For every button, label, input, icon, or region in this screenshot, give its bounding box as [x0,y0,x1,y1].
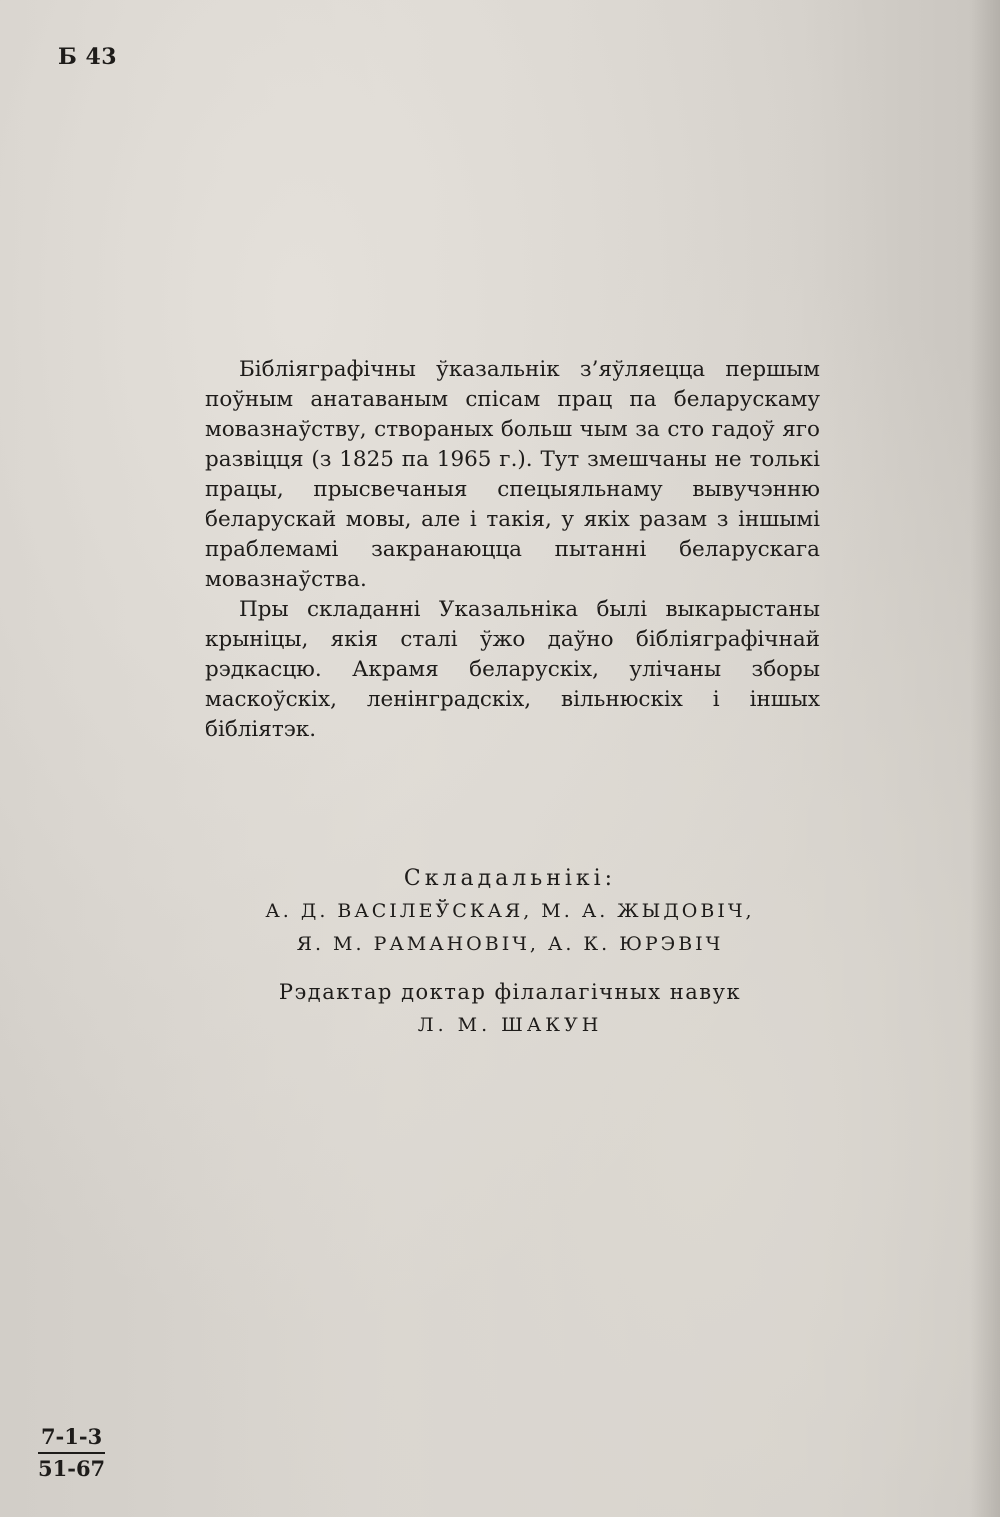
publication-code-numerator: 7-1-3 [38,1424,105,1454]
abstract-paragraph-2: Пры складанні Указальніка былі выкарыстаны крыніцы, якія сталі ўжо даўно бібліяграфічнай рэдкасцю. Акрамя беларускіх, улічаны зборы маскоўскіх, ленінградскіх, вільнюскіх і іншых бібліятэк. [205,597,820,742]
compilers-names-line-1: А. Д. ВАСІЛЕЎСКАЯ, М. А. ЖЫДОВІЧ, [265,900,755,922]
publication-code-denominator: 51-67 [38,1456,106,1481]
credits-block [150,862,870,1042]
editor-name: Л. М. ШАКУН [417,1014,603,1036]
editor-block [150,976,870,1042]
compilers-label: Складальнікі: [403,866,617,891]
compilers-names-line-2: Я. М. РАМАНОВІЧ, А. К. ЮРЭВІЧ [296,933,724,955]
page-edge-shadow [970,0,1000,1517]
abstract-paragraph-1: Бібліяграфічны ўказальнік з’яўляецца першым поўным анатаваным спісам прац па беларускаму мовазнаўству, створаных больш чым за сто гадоў яго развіцця (з 1825 па 1965 г.). Тут змешчаны не толькі працы, прысвечаныя спецыяльнаму вывучэнню беларускай мовы, але і такія, у якіх разам з іншымі праблемамі закранаюцца пытанні беларускага мовазнаўства. [205,357,820,592]
publication-code [38,1424,105,1482]
classification-code: Б 43 [58,44,118,70]
abstract-text [205,355,820,745]
editor-label: Рэдактар доктар філалагічных навук [278,980,742,1004]
